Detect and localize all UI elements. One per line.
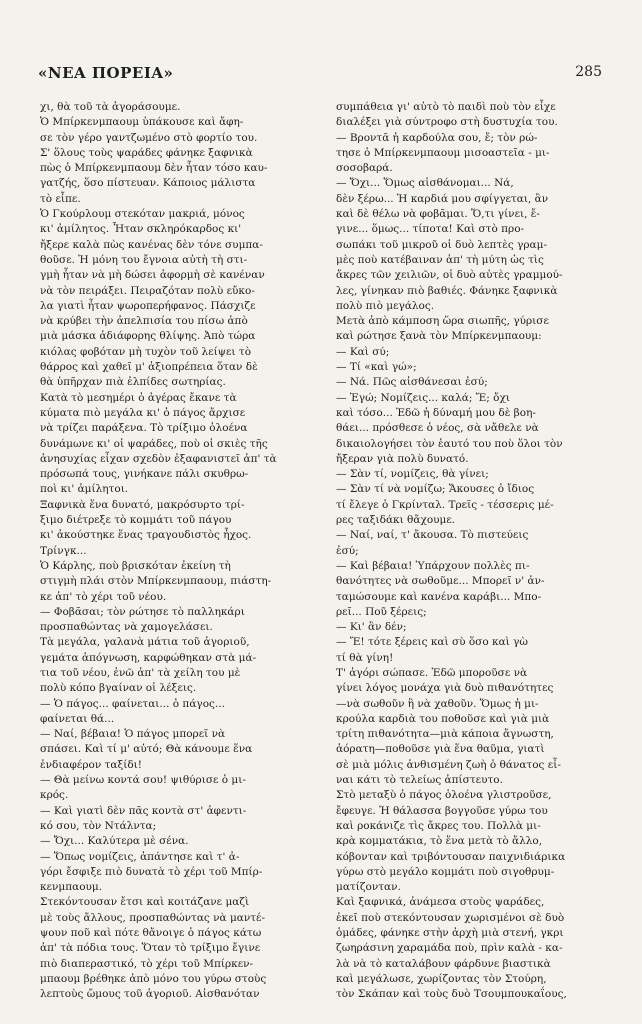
- text-line: — Σὰν τί, νομίζεις, θὰ γίνει;: [336, 468, 489, 481]
- text-line: τρίτη πιθανότητα—μιὰ κάποια ἄγνωστη,: [336, 728, 554, 741]
- text-line: νὰ τὸν πειράξει. Πειραζόταν πολὺ εὔκο-: [40, 284, 255, 297]
- text-line: Τ' ἀγόρι σώπασε. Ἐδῶ μποροῦσε νὰ: [336, 666, 528, 679]
- text-line: μιὰ μάσκα ἀδιάφορης θλίψης. Ἀπὸ τώρα: [40, 330, 256, 343]
- text-line: δυνάμωνε κι' οἱ ψαράδες, ποὺ οἱ σκιὲς τῆς: [40, 437, 268, 450]
- text-line: πὼς ὁ Μπίρκενμπαουμ δὲν ἦταν τόσο καυ-: [40, 162, 268, 175]
- text-line: δικαιολογήσει τὸν ἑαυτό του ποὺ ὅλοι τὸν: [336, 437, 563, 450]
- text-line: ἐσύ;: [336, 544, 359, 557]
- text-line: ἐκεῖ ποὺ στεκόντουσαν χωρισμένοι σὲ δυὸ: [336, 911, 565, 924]
- text-line: γίνει λόγος μονάχα γιὰ δυὸ πιθανότητες: [336, 682, 554, 695]
- text-line: ρες ταξιδάκι θἄχουμε.: [336, 514, 456, 527]
- text-line: ζωηράσινη χαραμάδα ποὺ, πρὶν καλὰ - κα-: [336, 942, 563, 955]
- text-line: τί θὰ γίνη!: [336, 651, 394, 664]
- text-line: καὶ ροκάνιζε τὶς ἄκρες του. Πολλὰ μι-: [336, 819, 541, 832]
- text-line: —νὰ σωθοῦν ἢ νὰ χαθοῦν. Ὅμως ἡ μι-: [336, 697, 539, 710]
- text-line: λὰ νὰ τὸ καταλάβουν φάρδυνε βιαστικὰ: [336, 957, 551, 970]
- text-line: πολὺ πιὸ μεγάλος.: [336, 299, 435, 312]
- text-line: — Σὰν τί νὰ νομίζω; Ἄκουσες ὁ ἴδιος: [336, 483, 535, 496]
- text-line: καὶ δὲ θέλω νὰ φοβᾶμαι. Ὅ,τι γίνει, ἔ-: [336, 208, 540, 221]
- text-line: ψουν ποῦ καὶ πότε θἄνοιγε ὁ πάγος κάτω: [40, 927, 262, 940]
- text-line: θάει... πρόσθεσε ὁ νέος, σὰ νἄθελε νὰ: [336, 422, 539, 435]
- text-line: γεμάτα ἀπόγνωση, καρφώθηκαν στὰ μά-: [40, 651, 257, 664]
- text-line: σὲ μιὰ μόλις ἀνθισμένη ζωὴ ὁ θάνατος εἶ-: [336, 758, 561, 771]
- text-line: κρούλα καρδιὰ του ποθοῦσε καὶ γιὰ μιὰ: [336, 712, 550, 725]
- text-line: καὶ μεγάλωσε, χωρίζοντας τὸν Στούρη,: [336, 972, 547, 985]
- text-line: γατζής, ὅσο πίστευαν. Κάποιος μάλιστα: [40, 177, 256, 190]
- text-line: γύρω στὸ μεγάλο κομμάτι ποὺ σιγοθρυμ-: [336, 865, 555, 878]
- text-line: — Ὄχι... Ὅμως αἰσθάνομαι... Νά,: [336, 177, 514, 190]
- text-line: χι, θὰ τοῦ τὰ ἀγοράσουμε.: [40, 101, 181, 113]
- text-line: Στεκόντουσαν ἔτσι καὶ κοιτάζανε μαζὶ: [40, 896, 250, 909]
- text-line: ἀνησυχίας εἶχαν σχεδὸν ἐξαφανιστεῖ ἀπ' τὰ: [40, 452, 277, 465]
- text-line: ρεῖ... Ποῦ ξέρεις;: [336, 605, 427, 618]
- text-line: λες, γίνηκαν πιὸ βαθιές. Φάνηκε ξαφνικὰ: [336, 284, 558, 297]
- text-line: τὸ εἶπε.: [40, 192, 81, 205]
- text-line: κρός.: [40, 789, 69, 802]
- text-line: τὸν Σκάπαν καὶ τοὺς δυὸ Τσουμπουκαΐους,: [336, 988, 567, 1001]
- left-column: [40, 100, 308, 1003]
- text-line: — Κι' ἂν δέν;: [336, 621, 407, 634]
- text-line: θὰ ὑπῆρχαν πιὰ ἐλπίδες σωτηρίας.: [40, 376, 226, 389]
- text-line: — Καὶ βέβαια! Ὑπάρχουν πολλὲς πι-: [336, 559, 530, 572]
- text-line: ποὶ κι' ἀμίλητοι.: [40, 483, 129, 496]
- text-line: πιὸ διαπεραστικό, τὸ χέρι τοῦ Μπίρκεν-: [40, 957, 254, 970]
- text-line: Σ' ὅλους τοὺς ψαράδες φάνηκε ξαφνικὰ: [40, 146, 253, 159]
- text-line: Μετὰ ἀπὸ κάμποση ὥρα σιωπῆς, γύρισε: [336, 315, 549, 328]
- text-line: κε ἀπ' τὸ χέρι τοῦ νέου.: [40, 590, 167, 603]
- text-line: κό σου, τὸν Ντάλντα;: [40, 819, 157, 832]
- text-line: ματίζονταν.: [336, 881, 401, 894]
- text-line: καὶ ρώτησε ξανὰ τὸν Μπίρκενμπαουμ:: [336, 330, 542, 343]
- text-line: — Θὰ μείνω κοντά σου! ψιθύρισε ὁ μι-: [40, 774, 246, 787]
- text-line: γόρι ἔσφιξε πιὸ δυνατὰ τὸ χέρι τοῦ Μπίρ-: [40, 865, 263, 878]
- text-line: σε τὸν γέρο γαντζωμένο στὸ φορτίο του.: [40, 131, 258, 144]
- text-line: διαλέξει γιὰ σύντροφο στὴ δυστυχία του.: [336, 116, 558, 129]
- text-line: νὰ κρύβει τὴν ἀπελπισία του πίσω ἀπὸ: [40, 315, 248, 328]
- text-line: γινε... ὅμως... τίποτα! Καὶ στὸ προ-: [336, 223, 525, 236]
- text-line: ξιμο διέτρεξε τὸ κομμάτι τοῦ πάγου: [40, 514, 232, 527]
- text-line: Τρίνγκ...: [40, 544, 87, 557]
- text-line: Καὶ ξαφνικά, ἀνάμεσα στοὺς ψαράδες,: [336, 896, 545, 909]
- text-line: Ὁ Γκούρλουμ στεκόταν μακριά, μόνος: [40, 208, 245, 221]
- text-line: — Τί «καὶ γώ»;: [336, 361, 417, 374]
- text-line: — Βροντᾶ ἡ καρδούλα σου, ἔ; τὸν ρώ-: [336, 131, 538, 144]
- text-line: πρόσωπά τους, γινήκανε πάλι σκυθρω-: [40, 468, 249, 481]
- text-line: καὶ τόσο... Ἐδῶ ἡ δύναμή μου δὲ βοη-: [336, 406, 536, 419]
- text-line: — Ἔ! τότε ξέρεις καὶ σὺ ὅσο καὶ γὼ: [336, 636, 528, 649]
- text-line: πολὺ κόπο βγαίναν οἱ λέξεις.: [40, 682, 197, 695]
- text-line: Ξαφνικὰ ἕνα δυνατό, μακρόσυρτο τρί-: [40, 498, 245, 511]
- text-line: στιγμὴ πλάι στὸν Μπίρκενμπαουμ, πιάστη-: [40, 575, 272, 588]
- magazine-title: «ΝΕΑ ΠΟΡΕΙΑ»: [38, 64, 174, 82]
- text-line: συμπάθεια γι' αὐτὸ τὸ παιδὶ ποὺ τὸν εἶχε: [336, 101, 556, 113]
- text-line: ναι κάτι τὸ τελείως ἀπίστευτο.: [336, 774, 503, 787]
- text-line: κι' ἀκούστηκε ἕνας τραγουδιστὸς ἦχος.: [40, 529, 252, 542]
- text-line: θανότητες νὰ σωθοῦμε... Μπορεῖ ν' ἀν-: [336, 575, 545, 588]
- text-line: ἔφευγε. Ἡ θάλασσα βογγοῦσε γύρω του: [336, 804, 548, 817]
- text-line: θοῦσε. Ἡ μόνη του ἔγνοια αὐτὴ τὴ στι-: [40, 253, 248, 266]
- text-line: — Καὶ γιατὶ δὲν πᾶς κοντὰ στ' ἀφεντι-: [40, 804, 247, 817]
- text-line: — Καὶ σύ;: [336, 345, 390, 358]
- text-line: ἀόρατη—ποθοῦσε γιὰ ἕνα θαῦμα, γιατὶ: [336, 743, 545, 756]
- text-line: τί ἔλεγε ὁ Γκρίνταλ. Τρεῖς - τέσσερις μέ-: [336, 498, 554, 511]
- text-line: — Ἐγώ; Νομίζεις... καλά; Ἔ; ὄχι: [336, 391, 510, 404]
- text-line: ἀπ' τὰ πόδια τους. Ὅταν τὸ τρίξιμο ἔγινε: [40, 942, 261, 955]
- text-line: σωπάκι τοῦ μικροῦ οἱ δυὸ λεπτὲς γραμ-: [336, 238, 548, 251]
- text-line: τια τοῦ νέου, ἐνῶ ἀπ' τὰ χείλη του μὲ: [40, 666, 241, 679]
- page-number: 285: [575, 64, 602, 80]
- text-line: ἐνδιαφέρον ταξίδι!: [40, 758, 143, 771]
- text-line: — Ὅπως νομίζεις, ἀπάντησε καὶ τ' ἀ-: [40, 850, 240, 863]
- text-line: — Φοβᾶσαι; τὸν ρώτησε τὸ παλληκάρι: [40, 605, 245, 618]
- text-line: Στὸ μεταξὺ ὁ πάγος ὁλοένα γλιστροῦσε,: [336, 789, 552, 802]
- text-line: — Ναί, ναί, τ' ἄκουσα. Τὸ πιστεύεις: [336, 529, 529, 542]
- text-line: — Νά. Πῶς αἰσθάνεσαι ἐσύ;: [336, 376, 488, 389]
- text-line: προσπαθώντας νὰ χαμογελάσει.: [40, 621, 213, 634]
- right-column: [336, 100, 604, 1003]
- text-line: ταμώσουμε καὶ κανένα καράβι... Μπο-: [336, 590, 542, 603]
- text-line: — Ὄχι... Καλύτερα μὲ σένα.: [40, 835, 189, 848]
- text-line: τησε ὁ Μπίρκενμπαουμ μισοαστεῖα - μι-: [336, 146, 550, 159]
- text-line: ἄκρες τῶν χειλιῶν, οἱ δυὸ αὐτὲς γραμμού-: [336, 269, 563, 282]
- text-line: κύματα πιὸ μεγάλα κι' ὁ πάγος ἄρχισε: [40, 406, 246, 419]
- text-line: ἤξεραν γιὰ πολὺ δυνατό.: [336, 452, 469, 465]
- text-line: — Ὁ πάγος... φαίνεται... ὁ πάγος...: [40, 697, 225, 710]
- text-line: φαίνεται θά...: [40, 712, 115, 725]
- text-line: Τὰ μεγάλα, γαλανὰ μάτια τοῦ ἀγοριοῦ,: [40, 636, 250, 649]
- text-line: — Ναί, βέβαια! Ὁ πάγος μπορεῖ νὰ: [40, 728, 226, 741]
- text-line: μὲ τοὺς ἄλλους, προσπαθώντας νὰ μαντέ-: [40, 911, 266, 924]
- page-header: [38, 64, 602, 84]
- text-line: λεπτοὺς ὤμους τοῦ ἀγοριοῦ. Αἰσθανόταν: [40, 988, 260, 1001]
- text-line: μὲς ποὺ κατέβαιναν ἀπ' τὴ μύτη ὡς τὶς: [336, 253, 544, 266]
- text-line: ἤξερε καλὰ πὼς κανένας δὲν τόνε συμπα-: [40, 238, 263, 251]
- text-line: σοσοβαρά.: [336, 162, 393, 175]
- text-line: νὰ τρίζει παράξενα. Τὸ τρίξιμο ὁλοένα: [40, 422, 248, 435]
- text-line: γμὴ ἦταν νὰ μὴ δώσει ἀφορμὴ σὲ κανέναν: [40, 269, 265, 282]
- text-line: κιόλας φοβόταν μὴ τυχὸν τοῦ λείψει τὸ: [40, 345, 252, 358]
- text-line: μπαουμ βρέθηκε ἀπὸ μόνο του γύρω στοὺς: [40, 972, 267, 985]
- text-line: δὲν ξέρω... Ἡ καρδιά μου σφίγγεται, ἂν: [336, 192, 549, 205]
- text-line: κενμπαουμ.: [40, 881, 103, 894]
- text-line: Ὁ Μπίρκενμπαουμ ὑπάκουσε καὶ ἄφη-: [40, 116, 244, 129]
- text-line: κόβονταν καὶ τριβόντουσαν παιχνιδιάρικα: [336, 850, 566, 863]
- text-line: Ὁ Κάρλης, ποὺ βρισκόταν ἐκείνη τὴ: [40, 559, 231, 572]
- text-line: λα γιατὶ ἦταν ψωροπερήφανος. Πάσχιζε: [40, 299, 256, 312]
- text-line: ὁμάδες, φάνηκε στὴν ἀρχὴ μιὰ στενή, γκρι: [336, 927, 564, 940]
- text-line: κι' ἀμίλητος. Ἦταν σκληρόκαρδος κι': [40, 223, 242, 236]
- text-line: σπάσει. Καὶ τί μ' αὐτό; Θὰ κάνουμε ἕνα: [40, 743, 253, 756]
- text-line: Κατὰ τὸ μεσημέρι ὁ ἀγέρας ἔκανε τὰ: [40, 391, 237, 404]
- text-line: θάρρος καὶ χαθεῖ μ' ἀξιοπρέπεια ὅταν δὲ: [40, 361, 258, 374]
- text-line: κρὰ κομματάκια, τὸ ἕνα μετὰ τὸ ἄλλο,: [336, 835, 543, 848]
